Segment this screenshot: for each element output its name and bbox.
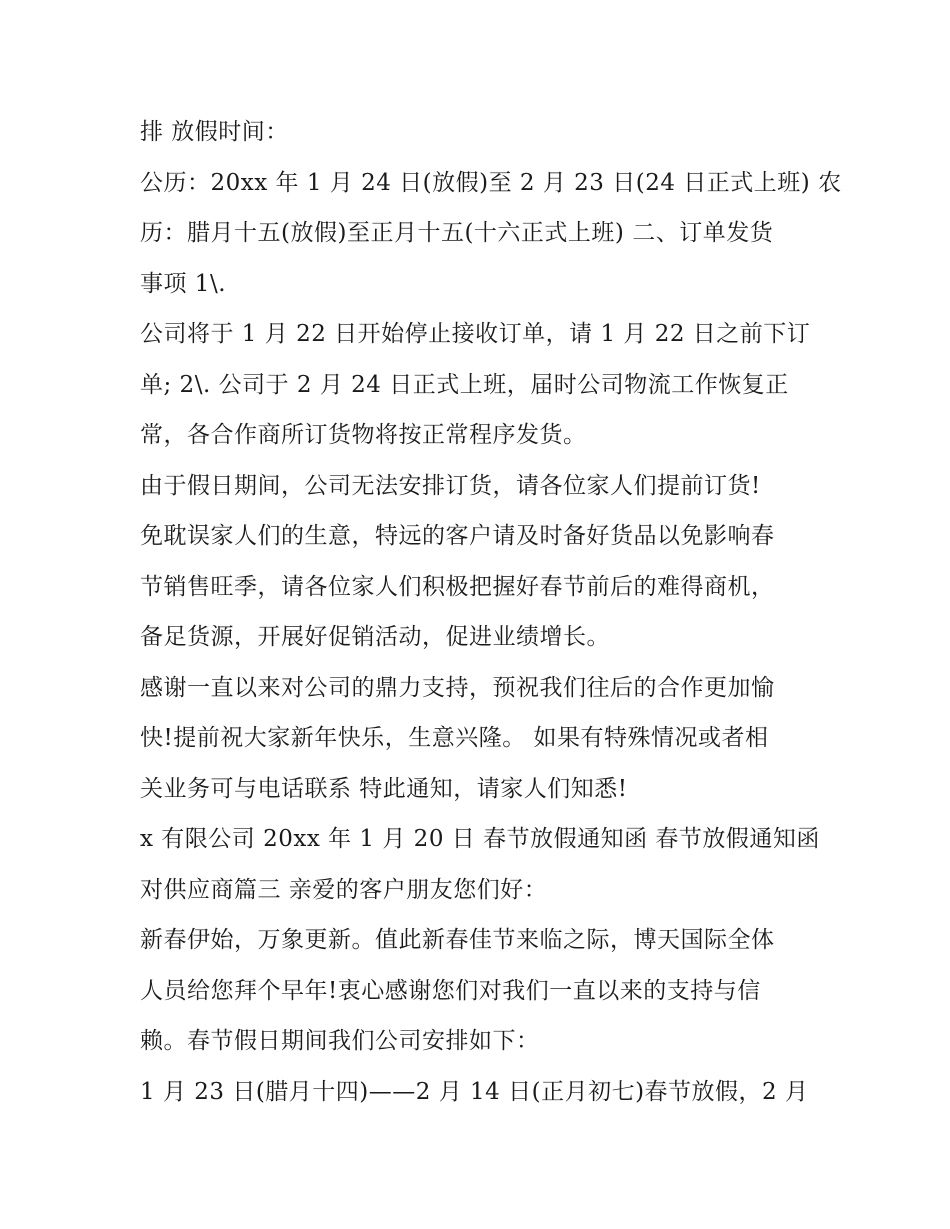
text-line: 感谢一直以来对公司的鼎力支持，预祝我们往后的合作更加愉: [140, 674, 775, 701]
text-line: 关业务可与电话联系 特此通知，请家人们知悉!: [140, 775, 628, 802]
text-line: 对供应商篇三 亲爱的客户朋友您们好：: [140, 876, 548, 903]
text-line: 由于假日期间，公司无法安排订货，请各位家人们提前订货!: [140, 472, 761, 499]
text-line: 新春伊始，万象更新。值此新春佳节来临之际，博天国际全体: [140, 927, 775, 953]
document-body: [140, 107, 842, 1117]
text-line: 1 月 23 日(腊月十四)——2 月 14 日(正月初七)春节放假，2 月: [140, 1078, 809, 1105]
text-line: 公历：20xx 年 1 月 24 日(放假)至 2 月 23 日(24 日正式上班) 农: [140, 169, 842, 196]
text-line: 单; 2\. 公司于 2 月 24 日正式上班，届时公司物流工作恢复正: [140, 371, 789, 398]
text-line: 免耽误家人们的生意，特远的客户请及时备好货品以免影响春: [140, 523, 775, 549]
text-line: 排 放假时间：: [140, 119, 289, 145]
text-line: 常，各合作商所订货物将按正常程序发货。: [140, 422, 587, 448]
text-line: 节销售旺季，请各位家人们积极把握好春节前后的难得商机，: [140, 573, 775, 600]
text-line: 备足货源，开展好促销活动，促进业绩增长。: [140, 624, 610, 650]
text-line: 事项 1\.: [140, 270, 227, 297]
text-line: 赖。春节假日期间我们公司安排如下：: [140, 1028, 540, 1054]
text-line: 人员给您拜个早年!衷心感谢您们对我们一直以来的支持与信: [140, 977, 761, 1004]
text-line: 快!提前祝大家新年快乐，生意兴隆。 如果有特殊情况或者相: [140, 725, 769, 751]
text-line: 公司将于 1 月 22 日开始停止接收订单，请 1 月 22 日之前下订: [140, 321, 811, 347]
text-line: x 有限公司 20xx 年 1 月 20 日 春节放假通知函 春节放假通知函: [140, 826, 820, 852]
text-line: 历：腊月十五(放假)至正月十五(十六正式上班) 二、订单发货: [140, 220, 774, 246]
